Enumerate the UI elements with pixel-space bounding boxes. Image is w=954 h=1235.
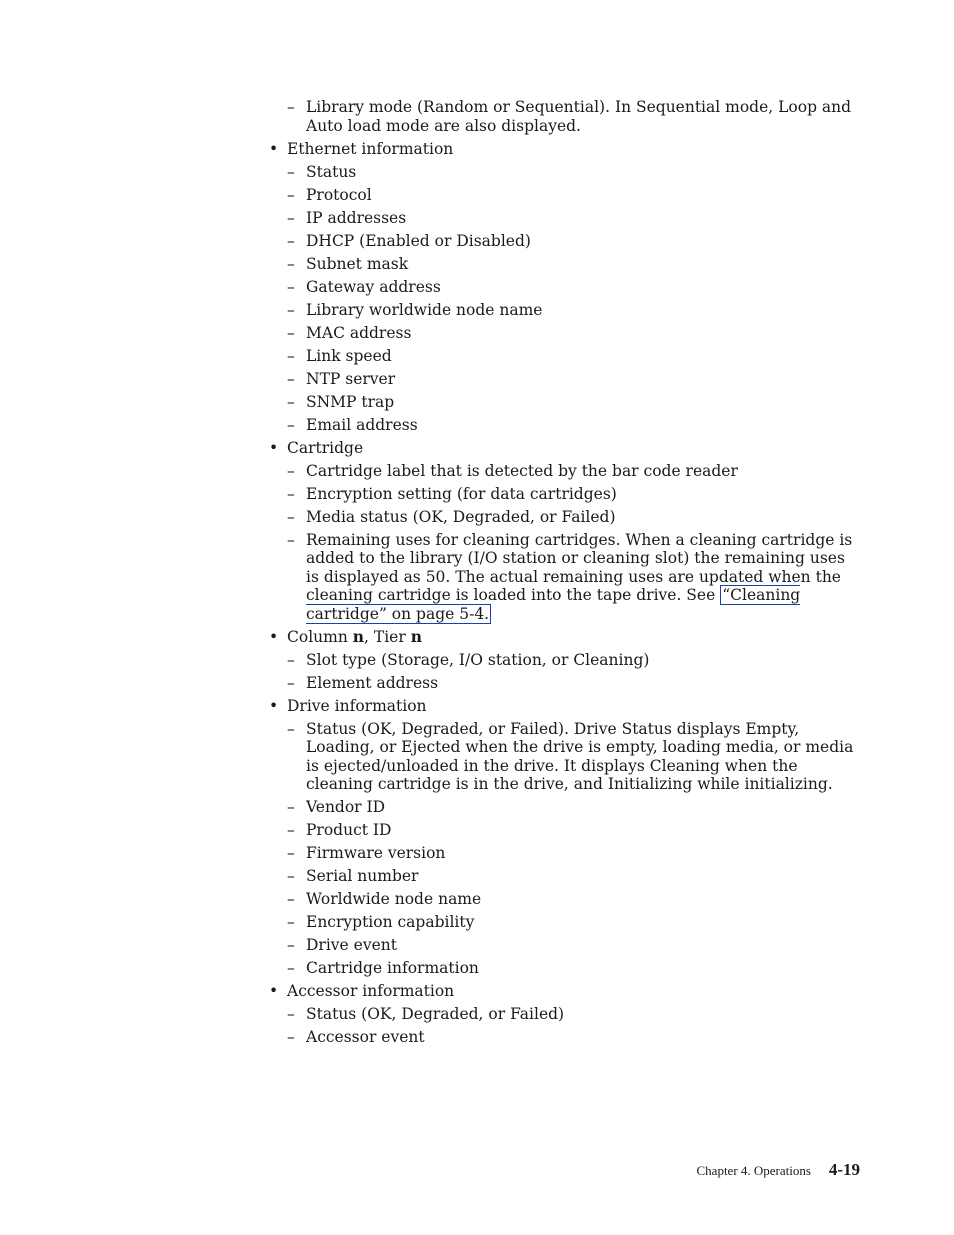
dash-marker: – — [287, 821, 295, 839]
list-item — [0, 393, 862, 412]
dash-marker: – — [287, 530, 295, 549]
dash-marker: – — [287, 913, 295, 931]
list-item-text: Remaining uses for cleaning cartridges. When a cleaning cartridge is added to the library (I/O station or cleaning slot) the remaining uses is displayed as 50. The actual remaining uses are updated when the cleaning cartridge is loaded into the tape drive. See — [306, 530, 853, 604]
dash-marker: – — [287, 346, 295, 365]
list-item-text: Encryption setting (for data cartridges) — [306, 484, 617, 503]
list-item-text: Status — [306, 162, 357, 181]
list-item-text: Cartridge information — [306, 959, 479, 977]
list-item — [0, 720, 862, 794]
list-item-text: Library worldwide node name — [306, 300, 543, 319]
dash-marker: – — [287, 208, 295, 227]
list-item — [0, 798, 862, 817]
list-item-text: Ethernet information — [287, 139, 454, 158]
dash-marker: – — [287, 415, 295, 434]
bullet-marker: • — [269, 139, 279, 158]
list-item-text: Link speed — [306, 346, 392, 365]
list-item — [0, 1028, 862, 1047]
list-item-text: Media status (OK, Degraded, or Failed) — [306, 507, 616, 526]
list-item — [0, 209, 862, 228]
list-item — [0, 1005, 862, 1024]
list-item-text: Column — [287, 627, 348, 646]
document-body — [0, 98, 954, 1047]
list-item-text: Drive event — [306, 936, 397, 954]
dash-marker: – — [287, 673, 295, 692]
bullet-marker: • — [269, 438, 279, 457]
list-item-text: , Tier — [364, 627, 406, 646]
list-item-text: Accessor information — [287, 982, 455, 1000]
list-item — [0, 844, 862, 863]
list-item-text: Protocol — [306, 185, 372, 204]
bullet-marker: • — [269, 696, 279, 715]
dash-marker: – — [287, 719, 295, 738]
list-item — [0, 697, 954, 716]
list-item-text: IP addresses — [306, 208, 407, 227]
list-item — [0, 674, 862, 693]
list-item-text: Firmware version — [306, 844, 446, 862]
dash-marker: – — [287, 1005, 295, 1023]
list-item-text: Slot type (Storage, I/O station, or Cleaning) — [306, 650, 650, 669]
dash-marker: – — [287, 392, 295, 411]
dash-marker: – — [287, 185, 295, 204]
dash-marker: – — [287, 162, 295, 181]
list-item-text: NTP server — [306, 369, 396, 388]
list-item — [0, 936, 862, 955]
list-item — [0, 508, 862, 527]
cleaning-cartridge-link[interactable]: “Cleaning cartridge” on page 5-4. — [306, 586, 801, 623]
list-item-text: Encryption capability — [306, 913, 475, 931]
list-item — [0, 98, 862, 135]
list-item — [0, 370, 862, 389]
list-item — [0, 278, 862, 297]
list-item-text: Accessor event — [306, 1028, 425, 1046]
dash-marker: – — [287, 254, 295, 273]
dash-marker: – — [287, 844, 295, 862]
list-item — [0, 347, 862, 366]
chapter-label: Chapter 4. Operations — [696, 1163, 811, 1178]
list-item — [0, 163, 862, 182]
list-item — [0, 531, 862, 624]
dash-marker: – — [287, 300, 295, 319]
list-item-text: Status (OK, Degraded, or Failed) — [306, 1005, 565, 1023]
list-item — [0, 439, 954, 458]
list-item — [0, 324, 862, 343]
list-item — [0, 628, 954, 647]
dash-marker: – — [287, 98, 295, 116]
list-item — [0, 890, 862, 909]
list-item-text: Drive information — [287, 696, 427, 715]
bullet-marker: • — [269, 627, 279, 646]
list-item-text: MAC address — [306, 323, 412, 342]
list-item-text: DHCP (Enabled or Disabled) — [306, 231, 531, 250]
dash-marker: – — [287, 277, 295, 296]
list-item-text: Gateway address — [306, 277, 441, 296]
column-variable: n — [352, 626, 365, 646]
bullet-marker: • — [269, 982, 279, 1000]
list-item — [0, 867, 862, 886]
list-item-text: Worldwide node name — [306, 890, 482, 908]
list-item-text: Vendor ID — [306, 798, 386, 816]
list-item — [0, 255, 862, 274]
list-item — [0, 186, 862, 205]
list-item-text: Email address — [306, 415, 418, 434]
dash-marker: – — [287, 461, 295, 480]
list-item — [0, 416, 862, 435]
list-item — [0, 301, 862, 320]
dash-marker: – — [287, 959, 295, 977]
list-item-text: Library mode (Random or Sequential). In Sequential mode, Loop and Auto load mode are also displayed. — [306, 98, 852, 135]
list-item-text: Serial number — [306, 867, 419, 885]
list-item — [0, 232, 862, 251]
list-item-text: Element address — [306, 673, 439, 692]
list-item — [0, 485, 862, 504]
dash-marker: – — [287, 650, 295, 669]
dash-marker: – — [287, 936, 295, 954]
dash-marker: – — [287, 507, 295, 526]
dash-marker: – — [287, 231, 295, 250]
list-item — [0, 140, 954, 159]
list-item-text: SNMP trap — [306, 392, 395, 411]
page-number: 4-19 — [828, 1160, 860, 1179]
dash-marker: – — [287, 323, 295, 342]
list-item-text: Product ID — [306, 821, 392, 839]
list-item — [0, 959, 862, 978]
page-footer — [0, 1160, 860, 1180]
list-item-text: Cartridge — [287, 438, 364, 457]
list-item — [0, 462, 862, 481]
list-item — [0, 821, 862, 840]
tier-variable: n — [410, 626, 422, 646]
list-item — [0, 913, 862, 932]
dash-marker: – — [287, 798, 295, 816]
list-item-text: Status (OK, Degraded, or Failed). Drive Status displays Empty, Loading, or Ejected when the drive is empty, loading media, or media is ejected/unloaded in the drive. It displays Cleaning when the cleaning cartridge is in the drive, and Initializing while initializing. — [306, 719, 854, 793]
list-item-text: Cartridge label that is detected by the bar code reader — [306, 461, 738, 480]
list-item — [0, 651, 862, 670]
dash-marker: – — [287, 867, 295, 885]
list-item-text: Subnet mask — [306, 254, 409, 273]
dash-marker: – — [287, 369, 295, 388]
dash-marker: – — [287, 484, 295, 503]
list-item — [0, 982, 954, 1001]
dash-marker: – — [287, 890, 295, 908]
dash-marker: – — [287, 1028, 295, 1046]
